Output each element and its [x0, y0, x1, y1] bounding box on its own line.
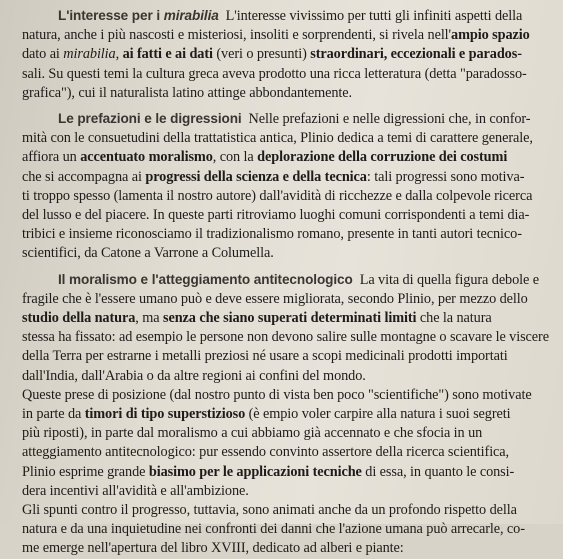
text-line: grafica"), cui il naturalista latino attinge abbondantemente.	[22, 84, 353, 101]
section-heading: Il moralismo e l'atteggiamento antitecnologico	[58, 271, 353, 287]
text-line: tribici e insieme riconosciamo il tradizionalismo romano, presente in tanti autori tecnico-	[22, 226, 522, 243]
text-line: Le prefazioni e le digressioni Nelle prefazioni e nelle digressioni che, in confor-	[58, 111, 531, 128]
text-line: più riposti), in parte dal moralismo a cui abbiamo già accennato e che sfocia in un	[22, 425, 483, 442]
text-line: studio della natura, ma senza che siano superati determinati limiti che la natura	[22, 310, 492, 327]
text-line: natura e da una inquietudine nei confronti dei danni che l'azione umana può arrecarle, co-	[22, 521, 525, 538]
text-line: Il moralismo e l'atteggiamento antitecnologico La vita di quella figura debole e	[58, 271, 539, 288]
text-line: Plinio esprime grande biasimo per le applicazioni tecniche di essa, in quanto le consi-	[22, 463, 515, 480]
text-line: del lusso e del piacere. In queste parti ritroviamo luoghi comuni corrispondenti a temi dia-	[22, 207, 530, 224]
text-line: affiora un accentuato moralismo, con la deplorazione della corruzione dei costumi	[22, 149, 508, 166]
text-line: fragile che è l'essere umano può e deve essere migliorata, secondo Plinio, per mezzo dello	[22, 290, 528, 307]
text-line: della Terra per estrarne i metalli preziosi né usare a scopi medicinali prodotti importati	[22, 348, 508, 365]
text-line: scientifici, da Catone a Varrone a Columella.	[22, 245, 274, 262]
text-line: ti troppo spesso (lamenta il nostro autore) dall'avidità di ricchezze e dalla colpevole ricerca	[22, 187, 533, 204]
text-line: me emerge nell'apertura del libro XVIII, dedicato ad alberi e piante:	[22, 540, 404, 557]
text-line: stessa ha fissato: ad esempio le persone non devono salire sulle montagne o scavare le viscere	[22, 329, 549, 346]
text-line: dera incentivi all'avidità e all'ambizione.	[22, 482, 249, 499]
text-line: sali. Su questi temi la cultura greca aveva prodotto una ricca letteratura (detta "paradosso-	[22, 65, 527, 82]
text-line: dall'India, dall'Arabia o da altre regioni ai confini del mondo.	[22, 367, 366, 384]
paragraph-mirabilia	[22, 6, 553, 103]
text-line: che si accompagna ai progressi della scienza e della tecnica: tali progressi sono motiva-	[22, 168, 525, 185]
text-line: Queste prese di posizione (dal nostro punto di vista ben poco "scientifiche") sono motivate	[22, 386, 532, 403]
text-line: atteggiamento antitecnologico: pur essendo convinto assertore della ricerca scientifica,	[22, 444, 510, 461]
section-heading: L'interesse per i mirabilia	[58, 8, 219, 23]
paragraph-moralismo	[22, 270, 553, 559]
paragraph-prefazioni	[22, 109, 553, 264]
text-line: dato ai mirabilia, ai fatti e ai dati (veri o presunti) straordinari, eccezionali e parados-	[22, 46, 522, 63]
text-line: L'interesse per i mirabilia L'interesse vivissimo per tutti gli infiniti aspetti della	[58, 8, 523, 24]
text-line: natura, anche i più nascosti e misteriosi, insoliti e sorprendenti, si rivela nell'ampio spazio	[22, 27, 530, 44]
text-line: in parte da timori di tipo superstizioso (è empio voler carpire alla natura i suoi segreti	[22, 406, 511, 423]
text-line: mità con le consuetudini della trattatistica antica, Plinio dedica a temi di carattere generale,	[22, 130, 533, 147]
section-heading: Le prefazioni e le digressioni	[58, 111, 242, 127]
text-line: Gli spunti contro il progresso, tuttavia, sono animati anche da un profondo rispetto della	[22, 502, 517, 519]
